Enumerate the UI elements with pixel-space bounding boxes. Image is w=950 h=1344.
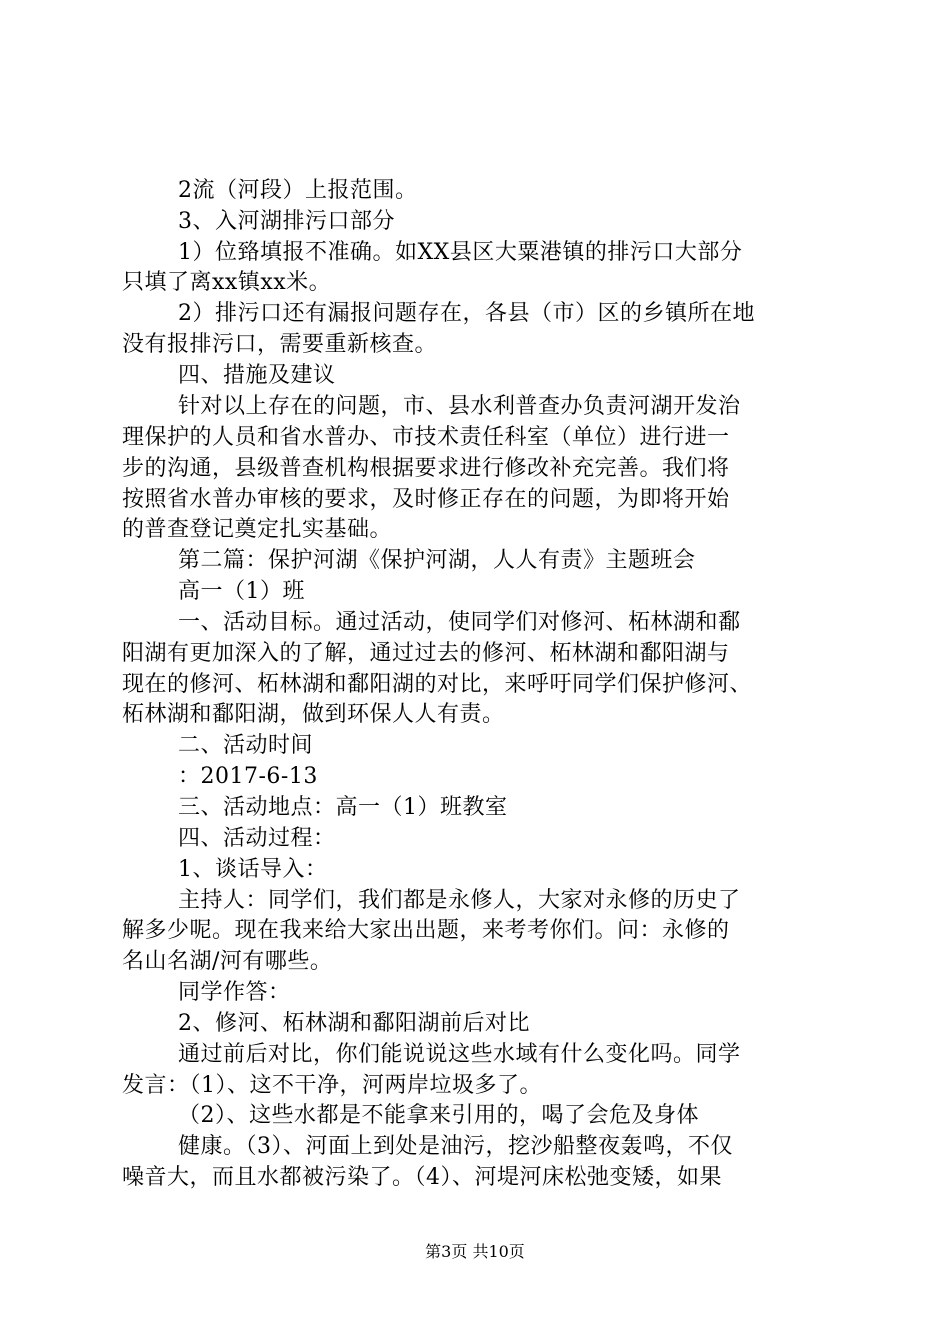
text-line-5: 2）排污口还有漏报问题存在，各县（市）区的乡镇所在地 (178, 301, 755, 326)
text-line-20: ：2017-6-13 (178, 764, 318, 789)
text-line-1: 2流（河段）上报范围。 (178, 178, 418, 203)
page-footer: 第3页 共10页 (425, 1242, 525, 1261)
text-line-8: 针对以上存在的问题，市、县水利普查办负责河湖开发治 (178, 394, 741, 419)
text-line-12: 的普查登记奠定扎实基础。 (122, 517, 393, 542)
text-line-19: 二、活动时间 (178, 733, 314, 758)
text-line-16: 阳湖有更加深入的了解，通过过去的修河、柘林湖和鄱阳湖与 (122, 641, 730, 666)
text-line-7: 四、措施及建议 (178, 363, 336, 388)
text-line-10: 步的沟通，县级普查机构根据要求进行修改补充完善。我们将 (122, 456, 730, 481)
text-line-22: 四、活动过程： (178, 826, 336, 851)
text-line-30: 发言：（1）、这不干净，河两岸垃圾多了。 (122, 1073, 542, 1098)
text-line-31: （2）、这些水都是不能拿来引用的，喝了会危及身体 (178, 1103, 699, 1128)
text-line-33: 噪音大，而且水都被污染了。（4）、河堤河床松弛变矮，如果 (122, 1165, 722, 1190)
text-line-26: 名山名湖/河有哪些。 (122, 949, 333, 974)
text-line-27: 同学作答： (178, 980, 291, 1005)
text-line-28: 2、修河、柘林湖和鄱阳湖前后对比 (178, 1011, 530, 1036)
text-line-14: 高一（1）班 (178, 579, 305, 604)
text-line-15: 一、活动目标。通过活动，使同学们对修河、柘林湖和鄱 (178, 610, 741, 635)
text-line-21: 三、活动地点：高一（1）班教室 (178, 795, 508, 820)
text-line-6: 没有报排污口，需要重新核查。 (122, 332, 438, 357)
text-line-18: 柘林湖和鄱阳湖，做到环保人人有责。 (122, 702, 505, 727)
text-line-4: 只填了离xx镇xx米。 (122, 270, 332, 295)
text-line-3: 1）位臵填报不准确。如XX县区大粟港镇的排污口大部分 (178, 240, 743, 265)
text-line-24: 主持人：同学们，我们都是永修人，大家对永修的历史了 (178, 888, 741, 913)
text-line-11: 按照省水普办审核的要求，及时修正存在的问题，为即将开始 (122, 487, 730, 512)
text-line-23: 1、谈话导入： (178, 857, 328, 882)
text-line-29: 通过前后对比，你们能说说这些水域有什么变化吗。同学 (178, 1042, 741, 1067)
text-line-25: 解多少呢。现在我来给大家出出题，来考考你们。问：永修的 (122, 918, 730, 943)
text-line-9: 理保护的人员和省水普办、市技术责任科室（单位）进行进一 (122, 425, 730, 450)
text-line-32: 健康。（3）、河面上到处是油污，挖沙船整夜轰鸣，不仅 (178, 1134, 733, 1159)
text-line-2: 3、入河湖排污口部分 (178, 209, 395, 234)
text-line-13: 第二篇：保护河湖《保护河湖，人人有责》主题班会 (178, 548, 696, 573)
text-line-17: 现在的修河、柘林湖和鄱阳湖的对比，来呼吁同学们保护修河、 (122, 672, 753, 697)
